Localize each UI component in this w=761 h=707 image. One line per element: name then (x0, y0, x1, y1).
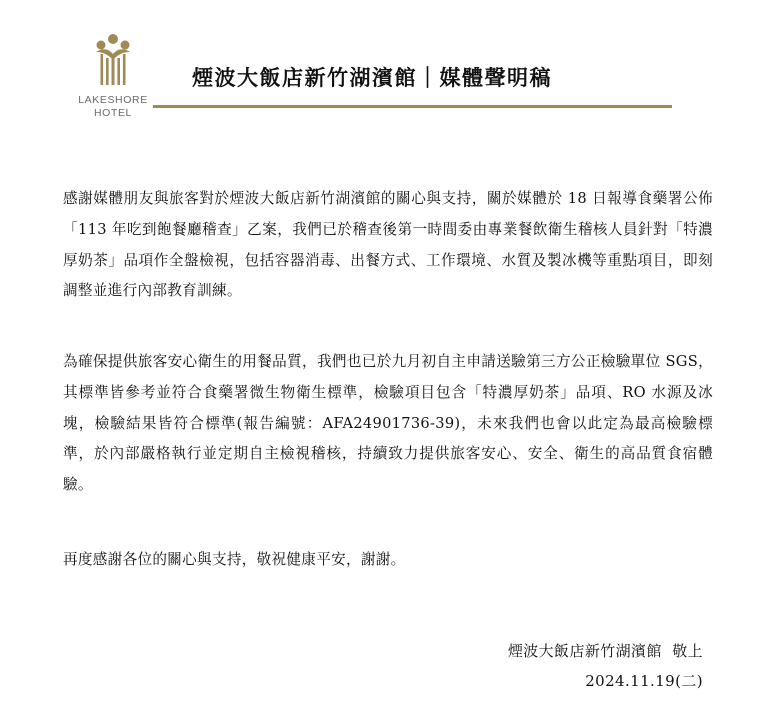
signature-date: 2024.11.19(二) (585, 672, 703, 690)
brand-name-line2: HOTEL (93, 107, 132, 119)
brand-name-line1: LAKESHORE (78, 94, 148, 106)
header-divider (153, 105, 672, 108)
page-title: 煙波大飯店新竹湖濱館｜媒體聲明稿 (192, 66, 552, 90)
signature-sender: 煙波大飯店新竹湖濱館 敬上 (507, 642, 703, 660)
statement-paragraph-2: 為確保提供旅客安心衛生的用餐品質，我們也已於九月初自主申請送驗第三方公正檢驗單位 SGS，其標準皆參考並符合食藥署微生物衛生標準，檢驗項目包含「特濃厚奶茶」品項、RO 水源及冰塊，檢驗結果皆符合標準(報告編號：AFA24901736-39)，未來我們也會以此定為最高檢驗標準，於內部嚴格執行並定期自主檢視稽核，持續致力提供旅客安心、安全、衛生的高品質食宿體驗。 (63, 353, 713, 494)
hotel-logo (72, 30, 154, 122)
statement-paragraph-1: 感謝媒體朋友與旅客對於煙波大飯店新竹湖濱館的關心與支持，關於媒體於 18 日報導食藥署公佈「113 年吃到飽餐廳稽查」乙案，我們已於稽查後第一時間委由專業餐飲衛生稽核人員針對「特濃厚奶茶」品項作全盤檢視，包括容器消毒、出餐方式、工作環境、水質及製冰機等重點項目，即刻調整並進行內部教育訓練。 (63, 190, 713, 300)
lakeshore-tulip-logo-icon (92, 30, 134, 90)
signature-block (508, 636, 703, 696)
statement-paragraph-3: 再度感謝各位的關心與支持，敬祝健康平安，謝謝。 (63, 551, 406, 568)
